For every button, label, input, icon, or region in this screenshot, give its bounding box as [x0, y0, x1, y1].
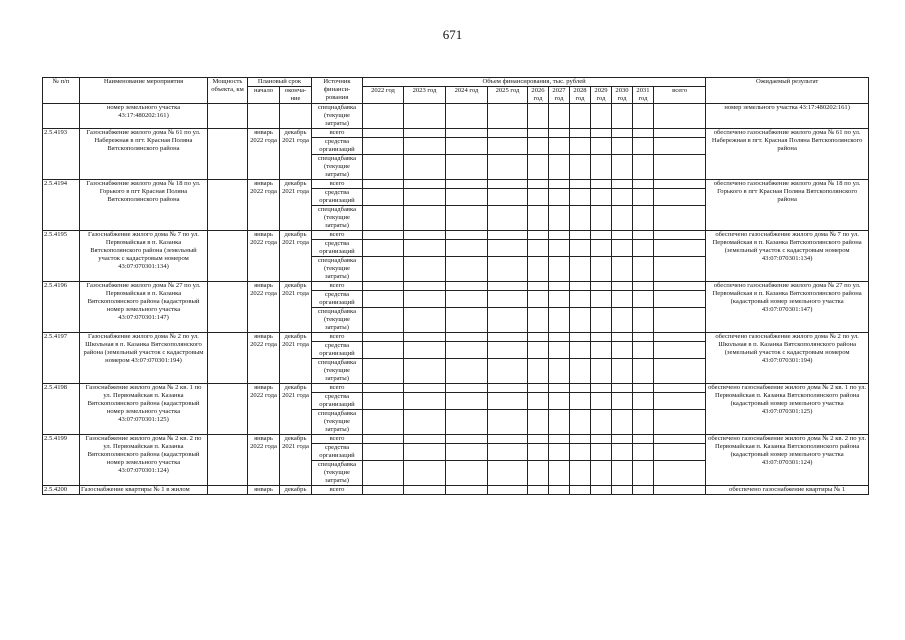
row-source: всего	[312, 486, 363, 495]
row-result: обеспечено газоснабжение жилого дома № 7 по ул. Первомайская в п. Казанка Вятскополянского района (земельный участок с кадастровым номером 43:07:070301:134)	[706, 231, 869, 282]
row-source: средства организаций	[312, 138, 363, 155]
row-source: всего	[312, 333, 363, 342]
row-number: 2.5.4197	[43, 333, 80, 384]
row-start: январь	[248, 486, 280, 495]
row-name: Газоснабжение жилого дома № 27 по ул. Первомайская в п. Казанка Вятскополянского района (кадастровый номер земельного участка 43:07:070301:147)	[80, 282, 208, 333]
header-year: 2024 год	[446, 87, 488, 104]
table-row	[43, 333, 869, 342]
row-source: всего	[312, 231, 363, 240]
table-row	[43, 180, 869, 189]
row-source: спецнадбавка (текущие затраты)	[312, 461, 363, 486]
table-row	[43, 231, 869, 240]
row-source: всего	[312, 435, 363, 444]
table-row	[43, 282, 869, 291]
row-number: 2.5.4193	[43, 129, 80, 180]
header-num: № п/п	[43, 78, 80, 104]
header-capacity: Мощность объекта, км	[208, 78, 248, 104]
row-start: январь 2022 года	[248, 384, 280, 435]
row-capacity	[208, 333, 248, 384]
header-end: оконча-ние	[280, 87, 312, 104]
row-result: обеспечено газоснабжение квартиры № 1	[706, 486, 869, 495]
header-result: Ожидаемый результат	[706, 78, 869, 104]
header-year: 2025 год	[488, 87, 528, 104]
header-year: 2022 год	[363, 87, 404, 104]
header-year: 2028 год	[570, 87, 591, 104]
row-start: январь 2022 года	[248, 180, 280, 231]
row-start: январь 2022 года	[248, 435, 280, 486]
row-start: январь 2022 года	[248, 129, 280, 180]
header-name: Наименование мероприятия	[80, 78, 208, 104]
row-result: обеспечено газоснабжение жилого дома № 2 по ул. Школьная в п. Казанка Вятскополянского района (земельный участок с кадастровым номером 43:07:070301:194)	[706, 333, 869, 384]
row-capacity	[208, 180, 248, 231]
row-source: всего	[312, 180, 363, 189]
row-source: всего	[312, 384, 363, 393]
row-result: обеспечено газоснабжение жилого дома № 18 по ул. Горького в пгт Красная Поляна Вятскополянского района	[706, 180, 869, 231]
table-body	[43, 104, 869, 495]
row-name: Газоснабжение квартиры № 1 в жилом	[80, 486, 208, 495]
row-number: 2.5.4200	[43, 486, 80, 495]
row-name: Газоснабжение жилого дома № 61 по ул. Набережная в пгт. Красная Поляна Вятскополянского района	[80, 129, 208, 180]
row-start: январь 2022 года	[248, 231, 280, 282]
row-name: Газоснабжение жилого дома № 2 по ул. Школьная в п. Казанка Вятскополянского района (земельный участок с кадастровым номером 43:07:070301:194)	[80, 333, 208, 384]
row-source: средства организаций	[312, 189, 363, 206]
header-total: всего	[654, 87, 706, 104]
header-year: 2030 год	[612, 87, 633, 104]
row-source: спецнадбавка (текущие затраты)	[312, 206, 363, 231]
row-end: декабрь 2021 года	[280, 231, 312, 282]
row-capacity	[208, 231, 248, 282]
table-row	[43, 435, 869, 444]
row-number: 2.5.4196	[43, 282, 80, 333]
table-row	[43, 384, 869, 393]
row-capacity	[208, 384, 248, 435]
header-period: Плановый срок	[248, 78, 312, 87]
header-year: 2023 год	[404, 87, 446, 104]
row-result: обеспечено газоснабжение жилого дома № 2 кв. 1 по ул. Первомайская п. Казанка Вятскополянского района (кадастровый номер земельного участка 43:07:070301:125)	[706, 384, 869, 435]
page-number: 671	[442, 27, 463, 42]
row-source: средства организаций	[312, 444, 363, 461]
row-number: 2.5.4194	[43, 180, 80, 231]
row-start: январь 2022 года	[248, 282, 280, 333]
row-name: Газоснабжение жилого дома № 7 по ул. Первомайская в п. Казанка Вятскополянского района (земельный участок с кадастровым номером 43:07:070301:134)	[80, 231, 208, 282]
header-year: 2027 год	[549, 87, 570, 104]
row-end: декабрь 2021 года	[280, 282, 312, 333]
row-capacity	[208, 282, 248, 333]
row-result: номер земельного участка 43:17:480202:161)	[706, 104, 869, 129]
header-volume: Объем финансирования, тыс. рублей	[363, 78, 706, 87]
header-source: Источник финанси-рования	[312, 78, 363, 104]
row-capacity	[208, 435, 248, 486]
row-source: спецнадбавка (текущие затраты)	[312, 359, 363, 384]
table-row	[43, 104, 869, 129]
row-source: спецнадбавка (текущие затраты)	[312, 104, 363, 129]
row-name: Газоснабжение жилого дома № 2 кв. 2 по ул. Первомайская п. Казанка Вятскополянского района (кадастровый номер земельного участка 43:07:070301:124)	[80, 435, 208, 486]
row-source: спецнадбавка (текущие затраты)	[312, 308, 363, 333]
row-end: декабрь 2021 года	[280, 435, 312, 486]
header-year: 2029 год	[591, 87, 612, 104]
row-end: декабрь	[280, 486, 312, 495]
header-year: 2031 год	[633, 87, 654, 104]
header-year: 2026 год	[528, 87, 549, 104]
header-start: начало	[248, 87, 280, 104]
row-result: обеспечено газоснабжение жилого дома № 61 по ул. Набережная в пгт. Красная Поляна Вятскополянского района	[706, 129, 869, 180]
table-row	[43, 129, 869, 138]
row-source: средства организаций	[312, 342, 363, 359]
row-result: обеспечено газоснабжение жилого дома № 2 кв. 2 по ул. Первомайская п. Казанка Вятскополянского района (кадастровый номер земельного участка 43:07:070301:124)	[706, 435, 869, 486]
row-source: спецнадбавка (текущие затраты)	[312, 410, 363, 435]
row-source: всего	[312, 129, 363, 138]
row-end: декабрь 2021 года	[280, 129, 312, 180]
row-name: Газоснабжение жилого дома № 18 по ул. Горького в пгт Красная Поляна Вятскополянского района	[80, 180, 208, 231]
table-row	[43, 486, 869, 495]
row-source: средства организаций	[312, 393, 363, 410]
row-number: 2.5.4198	[43, 384, 80, 435]
row-capacity	[208, 129, 248, 180]
row-source: всего	[312, 282, 363, 291]
row-name: номер земельного участка 43:17:480202:161)	[80, 104, 208, 129]
row-end: декабрь 2021 года	[280, 384, 312, 435]
row-result: обеспечено газоснабжение жилого дома № 27 по ул. Первомайская в п. Казанка Вятскополянского района (кадастровый номер земельного участка 43:07:070301:147)	[706, 282, 869, 333]
row-source: спецнадбавка (текущие затраты)	[312, 257, 363, 282]
financing-table	[42, 77, 869, 495]
row-source: средства организаций	[312, 240, 363, 257]
row-start: январь 2022 года	[248, 333, 280, 384]
row-source: спецнадбавка (текущие затраты)	[312, 155, 363, 180]
row-name: Газоснабжение жилого дома № 2 кв. 1 по ул. Первомайская п. Казанка Вятскополянского района (кадастровый номер земельного участка 43:07:070301:125)	[80, 384, 208, 435]
row-number: 2.5.4195	[43, 231, 80, 282]
row-number: 2.5.4199	[43, 435, 80, 486]
row-source: средства организаций	[312, 291, 363, 308]
row-end: декабрь 2021 года	[280, 180, 312, 231]
row-end: декабрь 2021 года	[280, 333, 312, 384]
